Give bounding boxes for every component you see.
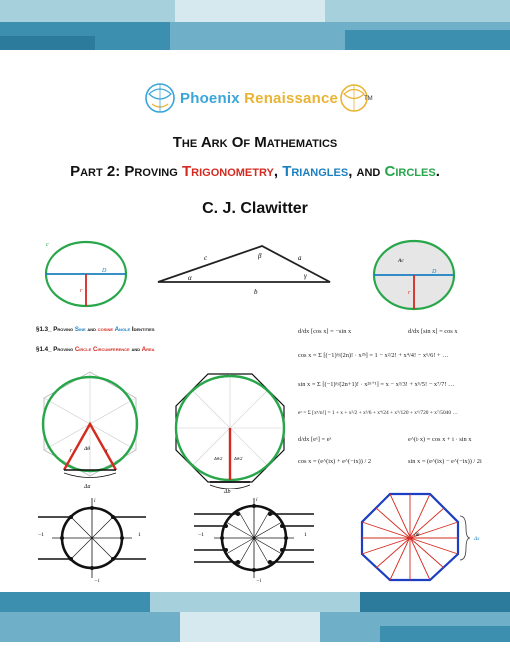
formula-cos-exp: cos x = (e^(ix) + e^(−ix)) / 2 — [298, 458, 372, 465]
section-1-3-suffix: Identities — [130, 326, 155, 333]
circle1-label-D: D — [102, 268, 107, 274]
unit2-label-i: i — [256, 497, 258, 503]
hex-label-r2: r — [106, 448, 109, 454]
circle3-label-r: r — [408, 290, 411, 296]
circle1-label-r: r — [80, 288, 83, 294]
phoenix-renaissance-logo — [140, 80, 380, 120]
section-1-4-circumference: Circle Circumference — [74, 346, 130, 353]
triangle-side-b: b — [254, 288, 258, 296]
unit2-label-neg1: −1 — [198, 532, 204, 538]
top-banner — [0, 0, 510, 50]
oct-label-frac2: Δθ/2 — [234, 456, 243, 461]
formula-derivative-sin: d/dx [sin x] = cos x — [408, 328, 458, 335]
triangle-side-a: a — [298, 254, 302, 262]
formula-derivative-cos: d/dx [cos x] = −sin x — [298, 328, 352, 335]
unit-circle-figure-1 — [18, 492, 166, 584]
logo-wordmark — [180, 90, 338, 107]
logo-word-phoenix: Phoenix — [180, 90, 245, 107]
part-title-prefix: Part 2: Proving — [70, 163, 182, 180]
circle1-label-c: c — [46, 242, 49, 248]
unit1-label-negi: −i — [94, 578, 100, 584]
section-1-3-sine: Sine — [74, 326, 86, 333]
formula-exp-series: eˣ = Σ [xⁿ/n!] = 1 + x + x²/2 + x³/6 + x⁴/24 + x⁵/120 + x⁶/720 + x⁷/5040 … — [298, 410, 458, 416]
section-1-4-and: and — [129, 346, 142, 353]
unit2-label-pos1: 1 — [304, 532, 307, 538]
unit1-label-neg1: −1 — [38, 532, 44, 538]
circle3-label-D: D — [432, 269, 437, 275]
hex-label-theta: Δθ — [84, 446, 90, 452]
section-1-3-heading — [36, 326, 155, 333]
oct-label-frac1: Δθ/2 — [214, 456, 223, 461]
formula-derivative-exp: d/dx [eˣ] = eˣ — [298, 436, 332, 443]
octo-label-theta: Δθ — [414, 533, 420, 538]
section-1-4-area: Area — [141, 346, 155, 353]
circle-area-figure — [368, 236, 463, 316]
octo-label-delta: Δs — [474, 536, 480, 542]
octagon-spokes-figure — [356, 488, 496, 584]
formula-cos-series: cos x = Σ [(−1)ⁿ/(2n)! · x²ⁿ] = 1 − x²/2! + x⁴/4! − x⁶/6! + … — [298, 352, 449, 359]
author-name: C. J. Clawitter — [202, 200, 308, 217]
hex-label-delta: Δa — [84, 484, 91, 490]
circle-diameter-figure — [40, 238, 135, 313]
trig-formulas-panel — [298, 328, 498, 484]
unit2-label-negi: −i — [256, 578, 262, 584]
section-1-4-prefix: §1.4_ Proving — [36, 346, 75, 353]
section-1-3-angle: Angle — [113, 326, 131, 333]
section-1-3-cosine: cosine — [97, 326, 114, 333]
section-1-3-prefix: §1.3_ Proving — [36, 326, 75, 333]
section-1-3-and: and — [85, 326, 98, 333]
triangle-angle-beta: β — [258, 252, 262, 260]
part-title-circles: Circles — [384, 163, 436, 180]
part-title-end: . — [435, 163, 440, 180]
octagon-circle-figure — [170, 364, 290, 489]
formula-euler: e^(i·x) = cos x + i · sin x — [408, 436, 472, 443]
formula-sin-exp: sin x = (e^(ix) − e^(−ix)) / 2i — [408, 458, 482, 465]
unit1-label-i: i — [94, 498, 96, 504]
part-title-triangles: Triangles — [282, 163, 349, 180]
part-title-sep2: , and — [348, 163, 385, 180]
oct-label-delta: Δb — [224, 489, 231, 495]
triangle-side-c: c — [204, 254, 208, 262]
triangle-angle-gamma: γ — [304, 272, 307, 280]
trademark-mark: TM — [364, 96, 373, 102]
hex-label-r1: r — [70, 448, 73, 454]
triangle-angle-alpha: α — [188, 274, 192, 282]
triangle-figure — [150, 238, 340, 300]
bottom-banner — [0, 592, 510, 642]
unit1-label-pos1: 1 — [138, 532, 141, 538]
logo-word-renaissance: Renaissance — [244, 90, 339, 107]
hexagon-circle-figure — [30, 366, 150, 484]
section-1-4-heading — [36, 346, 155, 353]
part-title — [0, 163, 510, 180]
series-title: The Ark Of Mathematics — [172, 134, 338, 151]
part-title-trigonometry: Trigonometry — [181, 163, 274, 180]
unit-circle-figure-2 — [178, 492, 328, 584]
circle3-label-area: Ac — [398, 258, 404, 264]
part-title-sep1: , — [273, 163, 283, 180]
formula-sin-series: sin x = Σ [(−1)ⁿ/(2n+1)! · x²ⁿ⁺¹] = x − x³/3! + x⁵/5! − x⁷/7! … — [298, 381, 455, 388]
